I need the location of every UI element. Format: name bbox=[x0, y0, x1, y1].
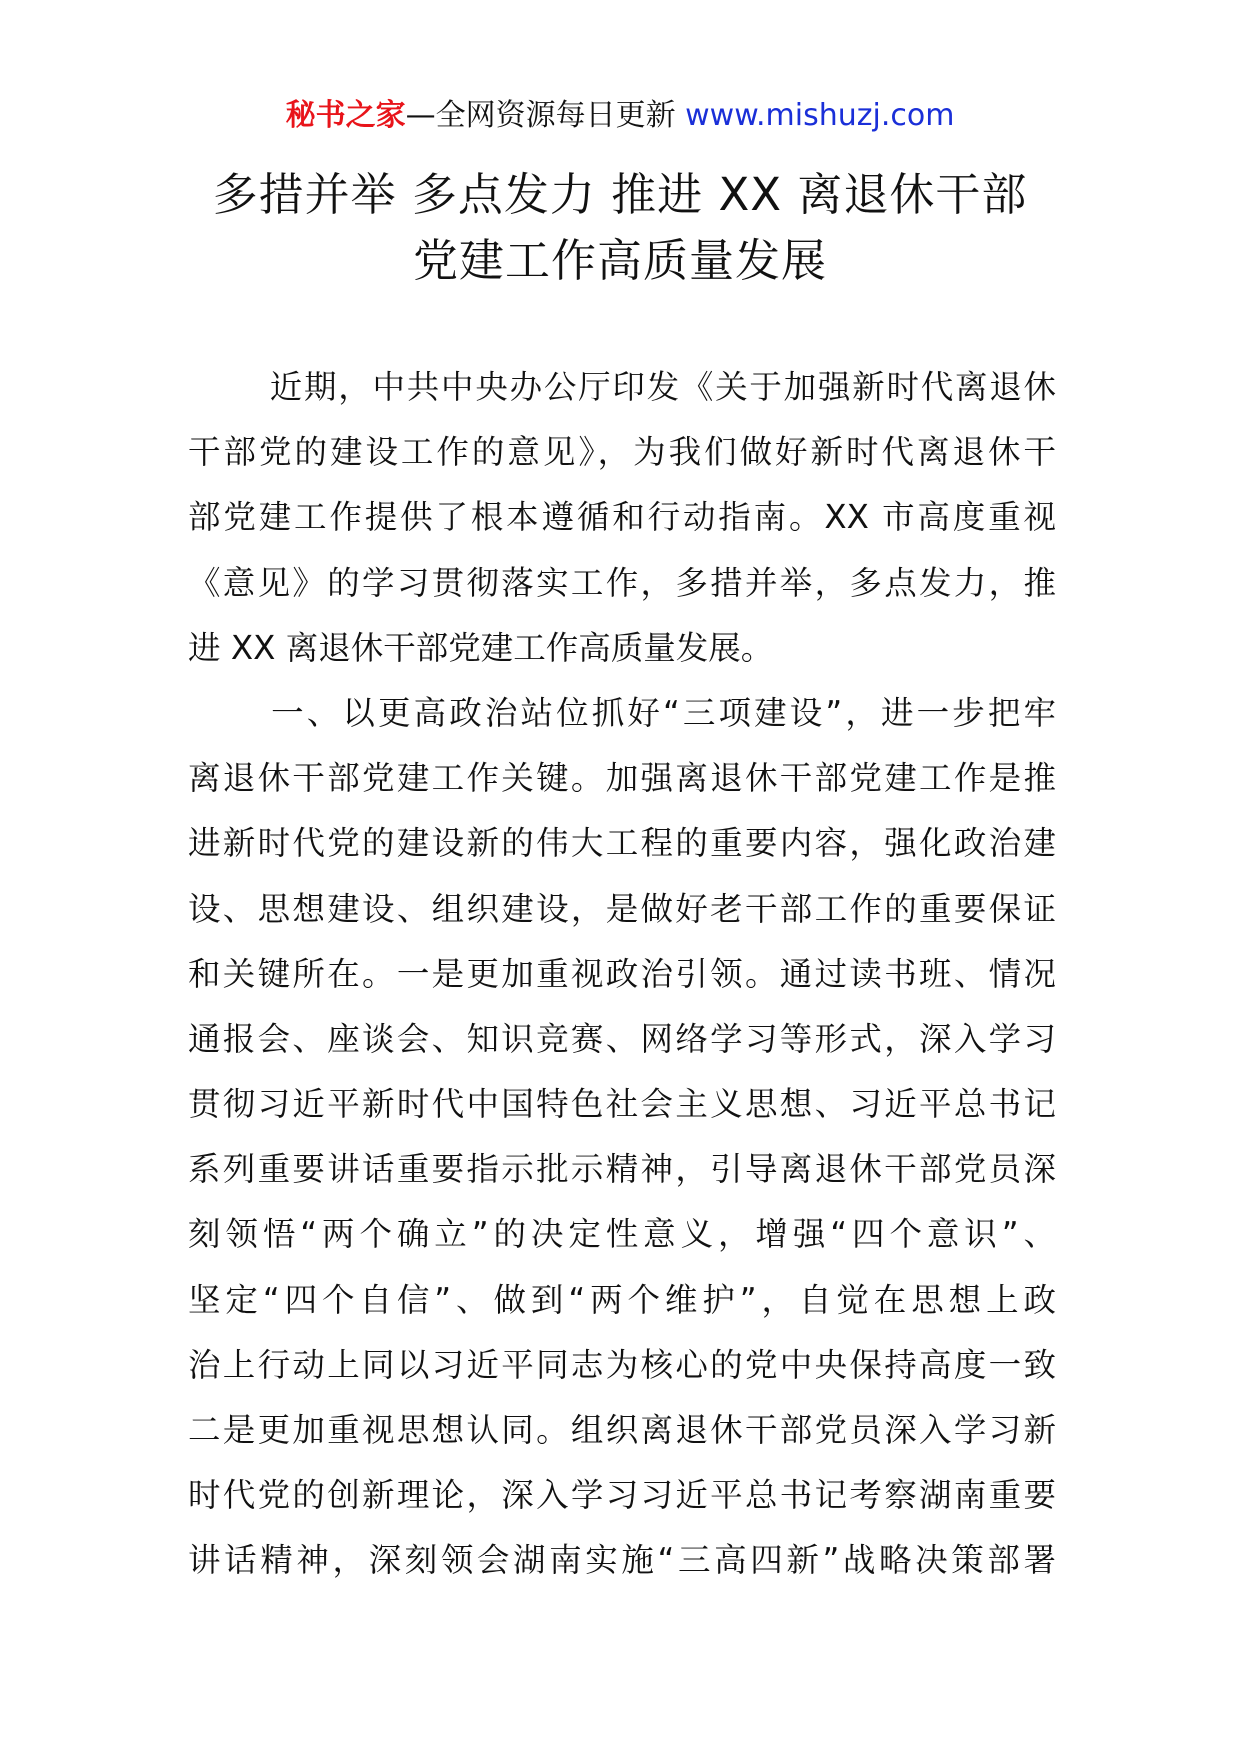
title-line-1: 多措并举 多点发力 推进 XX 离退休干部 bbox=[212, 168, 1028, 221]
paragraph-line: 干部党的建设工作的意见》，为我们做好新时代离退休干 bbox=[188, 433, 1056, 472]
paragraph-line: 贯彻习近平新时代中国特色社会主义思想、习近平总书记 bbox=[188, 1085, 1056, 1124]
paragraph-line: 离退休干部党建工作关键。加强离退休干部党建工作是推 bbox=[188, 759, 1056, 798]
paragraph-line: 一、以更高政治站位抓好“三项建设”，进一步把牢 bbox=[268, 693, 1056, 732]
paragraph-line: 进新时代党的建设新的伟大工程的重要内容，强化政治建 bbox=[188, 824, 1056, 863]
paragraph-line: 进 XX 离退休干部党建工作高质量发展。 bbox=[188, 628, 774, 667]
paragraph-line: 讲话精神，深刻领会湖南实施“三高四新”战略决策部署 bbox=[188, 1541, 1056, 1580]
paragraph-line: 近期，中共中央办公厅印发《关于加强新时代离退休 bbox=[268, 368, 1056, 406]
paragraph-line: 部党建工作提供了根本遵循和行动指南。XX 市高度重视 bbox=[188, 498, 1056, 537]
paragraph-line: 通报会、座谈会、知识竞赛、网络学习等形式，深入学习 bbox=[188, 1019, 1056, 1058]
paragraph-2 bbox=[188, 681, 1056, 1594]
site-brand: 秘书之家 bbox=[285, 98, 406, 133]
title-line-2: 党建工作高质量发展 bbox=[412, 234, 827, 287]
paragraph-line: 和关键所在。一是更加重视政治引领。通过读书班、情况 bbox=[188, 954, 1056, 993]
paragraph-1 bbox=[188, 355, 1056, 681]
site-url-link[interactable]: www.mishuzj.com bbox=[685, 98, 955, 133]
site-tagline: —全网资源每日更新 bbox=[405, 98, 686, 133]
paragraph-line: 时代党的创新理论，深入学习习近平总书记考察湖南重要 bbox=[188, 1476, 1056, 1515]
paragraph-line: 治上行动上同以习近平同志为核心的党中央保持高度一致 bbox=[188, 1345, 1056, 1384]
document-title bbox=[0, 162, 1240, 294]
paragraph-line: 系列重要讲话重要指示批示精神，引导离退休干部党员深 bbox=[188, 1150, 1056, 1189]
paragraph-line: 《意见》的学习贯彻落实工作，多措并举，多点发力，推 bbox=[188, 563, 1056, 602]
paragraph-line: 刻领悟“两个确立”的决定性意义，增强“四个意识”、 bbox=[188, 1215, 1056, 1254]
paragraph-line: 二是更加重视思想认同。组织离退休干部党员深入学习新 bbox=[188, 1411, 1056, 1449]
document-body bbox=[188, 355, 1056, 1594]
paragraph-line: 设、思想建设、组织建设，是做好老干部工作的重要保证 bbox=[188, 889, 1056, 928]
site-header bbox=[0, 96, 1240, 136]
paragraph-line: 坚定“四个自信”、做到“两个维护”，自觉在思想上政 bbox=[188, 1280, 1056, 1319]
